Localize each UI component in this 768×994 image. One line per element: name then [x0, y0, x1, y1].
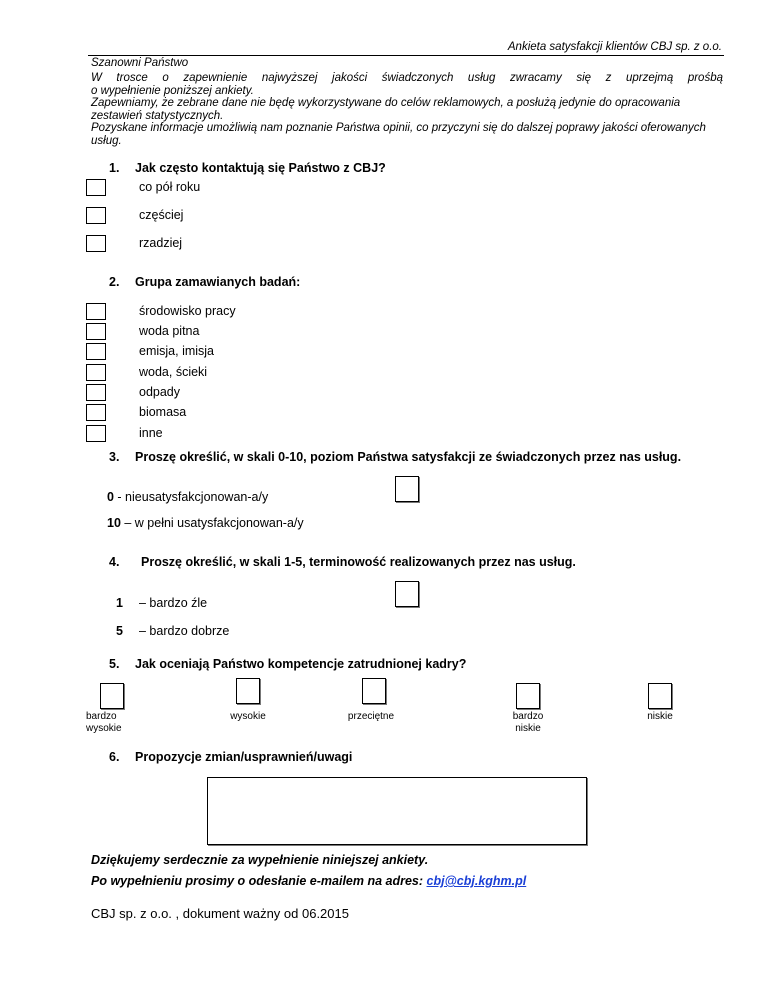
q2-checkbox-3[interactable]	[86, 343, 106, 360]
q2-checkbox-6[interactable]	[86, 404, 106, 421]
q4-low-text: – bardzo źle	[139, 596, 208, 610]
question-1-text: Jak często kontaktują się Państwo z CBJ?	[135, 161, 386, 175]
footer-text: CBJ sp. z o.o. , dokument ważny od 06.2015	[91, 906, 349, 921]
question-2-text: Grupa zamawianych badań:	[135, 275, 301, 289]
q3-scale-high	[107, 516, 304, 530]
thanks-text: Dziękujemy serdecznie za wypełnienie niniejszej ankiety.	[91, 853, 429, 867]
question-3-text: Proszę określić, w skali 0-10, poziom Państwa satysfakcji ze świadczonych przez nas usług.	[135, 450, 682, 464]
q2-option-7: inne	[139, 426, 163, 440]
q5-checkbox-bardzo-niskie[interactable]	[516, 683, 540, 709]
question-2-number: 2.	[109, 275, 120, 289]
q5-checkbox-wysokie[interactable]	[236, 678, 260, 704]
question-5-number: 5.	[109, 657, 120, 671]
question-3-number: 3.	[109, 450, 120, 464]
q4-high-text: – bardzo dobrze	[139, 624, 230, 638]
email-link[interactable]: cbj@cbj.kghm.pl	[426, 874, 527, 888]
q1-checkbox-1[interactable]	[86, 179, 106, 196]
q4-answer-box[interactable]	[395, 581, 419, 607]
q2-checkbox-2[interactable]	[86, 323, 106, 340]
question-1	[109, 161, 386, 175]
q2-checkbox-4[interactable]	[86, 364, 106, 381]
q5-label-bardzo-wysokie: bardzo wysokie	[86, 711, 122, 734]
question-6	[109, 750, 352, 764]
q1-checkbox-2[interactable]	[86, 207, 106, 224]
send-instructions	[91, 874, 526, 888]
intro-text	[91, 72, 723, 148]
question-6-number: 6.	[109, 750, 120, 764]
q3-answer-box[interactable]	[395, 476, 419, 502]
question-4-number: 4.	[109, 555, 120, 569]
q2-checkbox-7[interactable]	[86, 425, 106, 442]
q2-option-4: woda, ścieki	[139, 365, 208, 379]
q3-high-value: 10	[107, 516, 121, 530]
question-6-text: Propozycje zmian/usprawnień/uwagi	[135, 750, 353, 764]
intro-line-1: W trosce o zapewnienie najwyższej jakości świadczonych usług zwracamy się z uprzejmą prośbą	[91, 72, 723, 84]
q5-checkbox-przecietne[interactable]	[362, 678, 386, 704]
q5-checkbox-niskie[interactable]	[648, 683, 672, 709]
q1-option-1: co pół roku	[139, 180, 201, 194]
q5-label-bardzo-niskie: bardzo niskie	[512, 711, 544, 734]
q5-label-przecietne: przeciętne	[347, 711, 395, 722]
q5-label-niskie: niskie	[647, 711, 673, 722]
question-4	[109, 555, 576, 569]
salutation: Szanowni Państwo	[91, 57, 189, 69]
q2-option-2: woda pitna	[139, 324, 200, 338]
question-5	[109, 657, 466, 671]
document-title: Ankieta satysfakcji klientów CBJ sp. z o.o.	[507, 41, 722, 53]
question-4-text: Proszę określić, w skali 1-5, terminowość realizowanych przez nas usług.	[141, 555, 576, 569]
comments-textarea[interactable]	[207, 777, 587, 845]
q4-scale-low	[116, 596, 123, 610]
intro-paragraph-3: Pozyskane informacje umożliwią nam poznanie Państwa opinii, co przyczyni się do dalszej poprawy jakości oferowanych usług.	[91, 122, 706, 147]
header-divider	[88, 55, 724, 56]
q4-scale-high	[116, 624, 123, 638]
q3-scale-low	[107, 490, 268, 504]
q2-checkbox-1[interactable]	[86, 303, 106, 320]
intro-line-2: o wypełnienie poniższej ankiety.	[91, 84, 254, 97]
q4-high-value: 5	[116, 624, 123, 638]
q4-low-value: 1	[116, 596, 123, 610]
q3-low-text: - nieusatysfakcjonowan-a/y	[113, 490, 269, 504]
q2-option-5: odpady	[139, 385, 181, 399]
q2-option-6: biomasa	[139, 405, 187, 419]
question-1-number: 1.	[109, 161, 120, 175]
q2-checkbox-5[interactable]	[86, 384, 106, 401]
question-2	[109, 275, 300, 289]
question-5-text: Jak oceniają Państwo kompetencje zatrudnionej kadry?	[135, 657, 467, 671]
q1-checkbox-3[interactable]	[86, 235, 106, 252]
intro-paragraph-2: Zapewniamy, że zebrane dane nie będę wykorzystywane do celów reklamowych, a posłużą jedynie do opracowania zestawień statystycznych.	[91, 97, 681, 122]
q5-label-wysokie: wysokie	[230, 711, 266, 722]
q1-option-2: częściej	[139, 208, 184, 222]
q2-option-1: środowisko pracy	[139, 304, 236, 318]
send-prefix: Po wypełnieniu prosimy o odesłanie e-mailem na adres:	[91, 874, 427, 888]
question-3	[109, 450, 681, 464]
q2-option-3: emisja, imisja	[139, 344, 215, 358]
q3-high-text: – w pełni usatysfakcjonowan-a/y	[120, 516, 304, 530]
q5-checkbox-bardzo-wysokie[interactable]	[100, 683, 124, 709]
q3-low-value: 0	[107, 490, 114, 504]
q1-option-3: rzadziej	[139, 236, 183, 250]
